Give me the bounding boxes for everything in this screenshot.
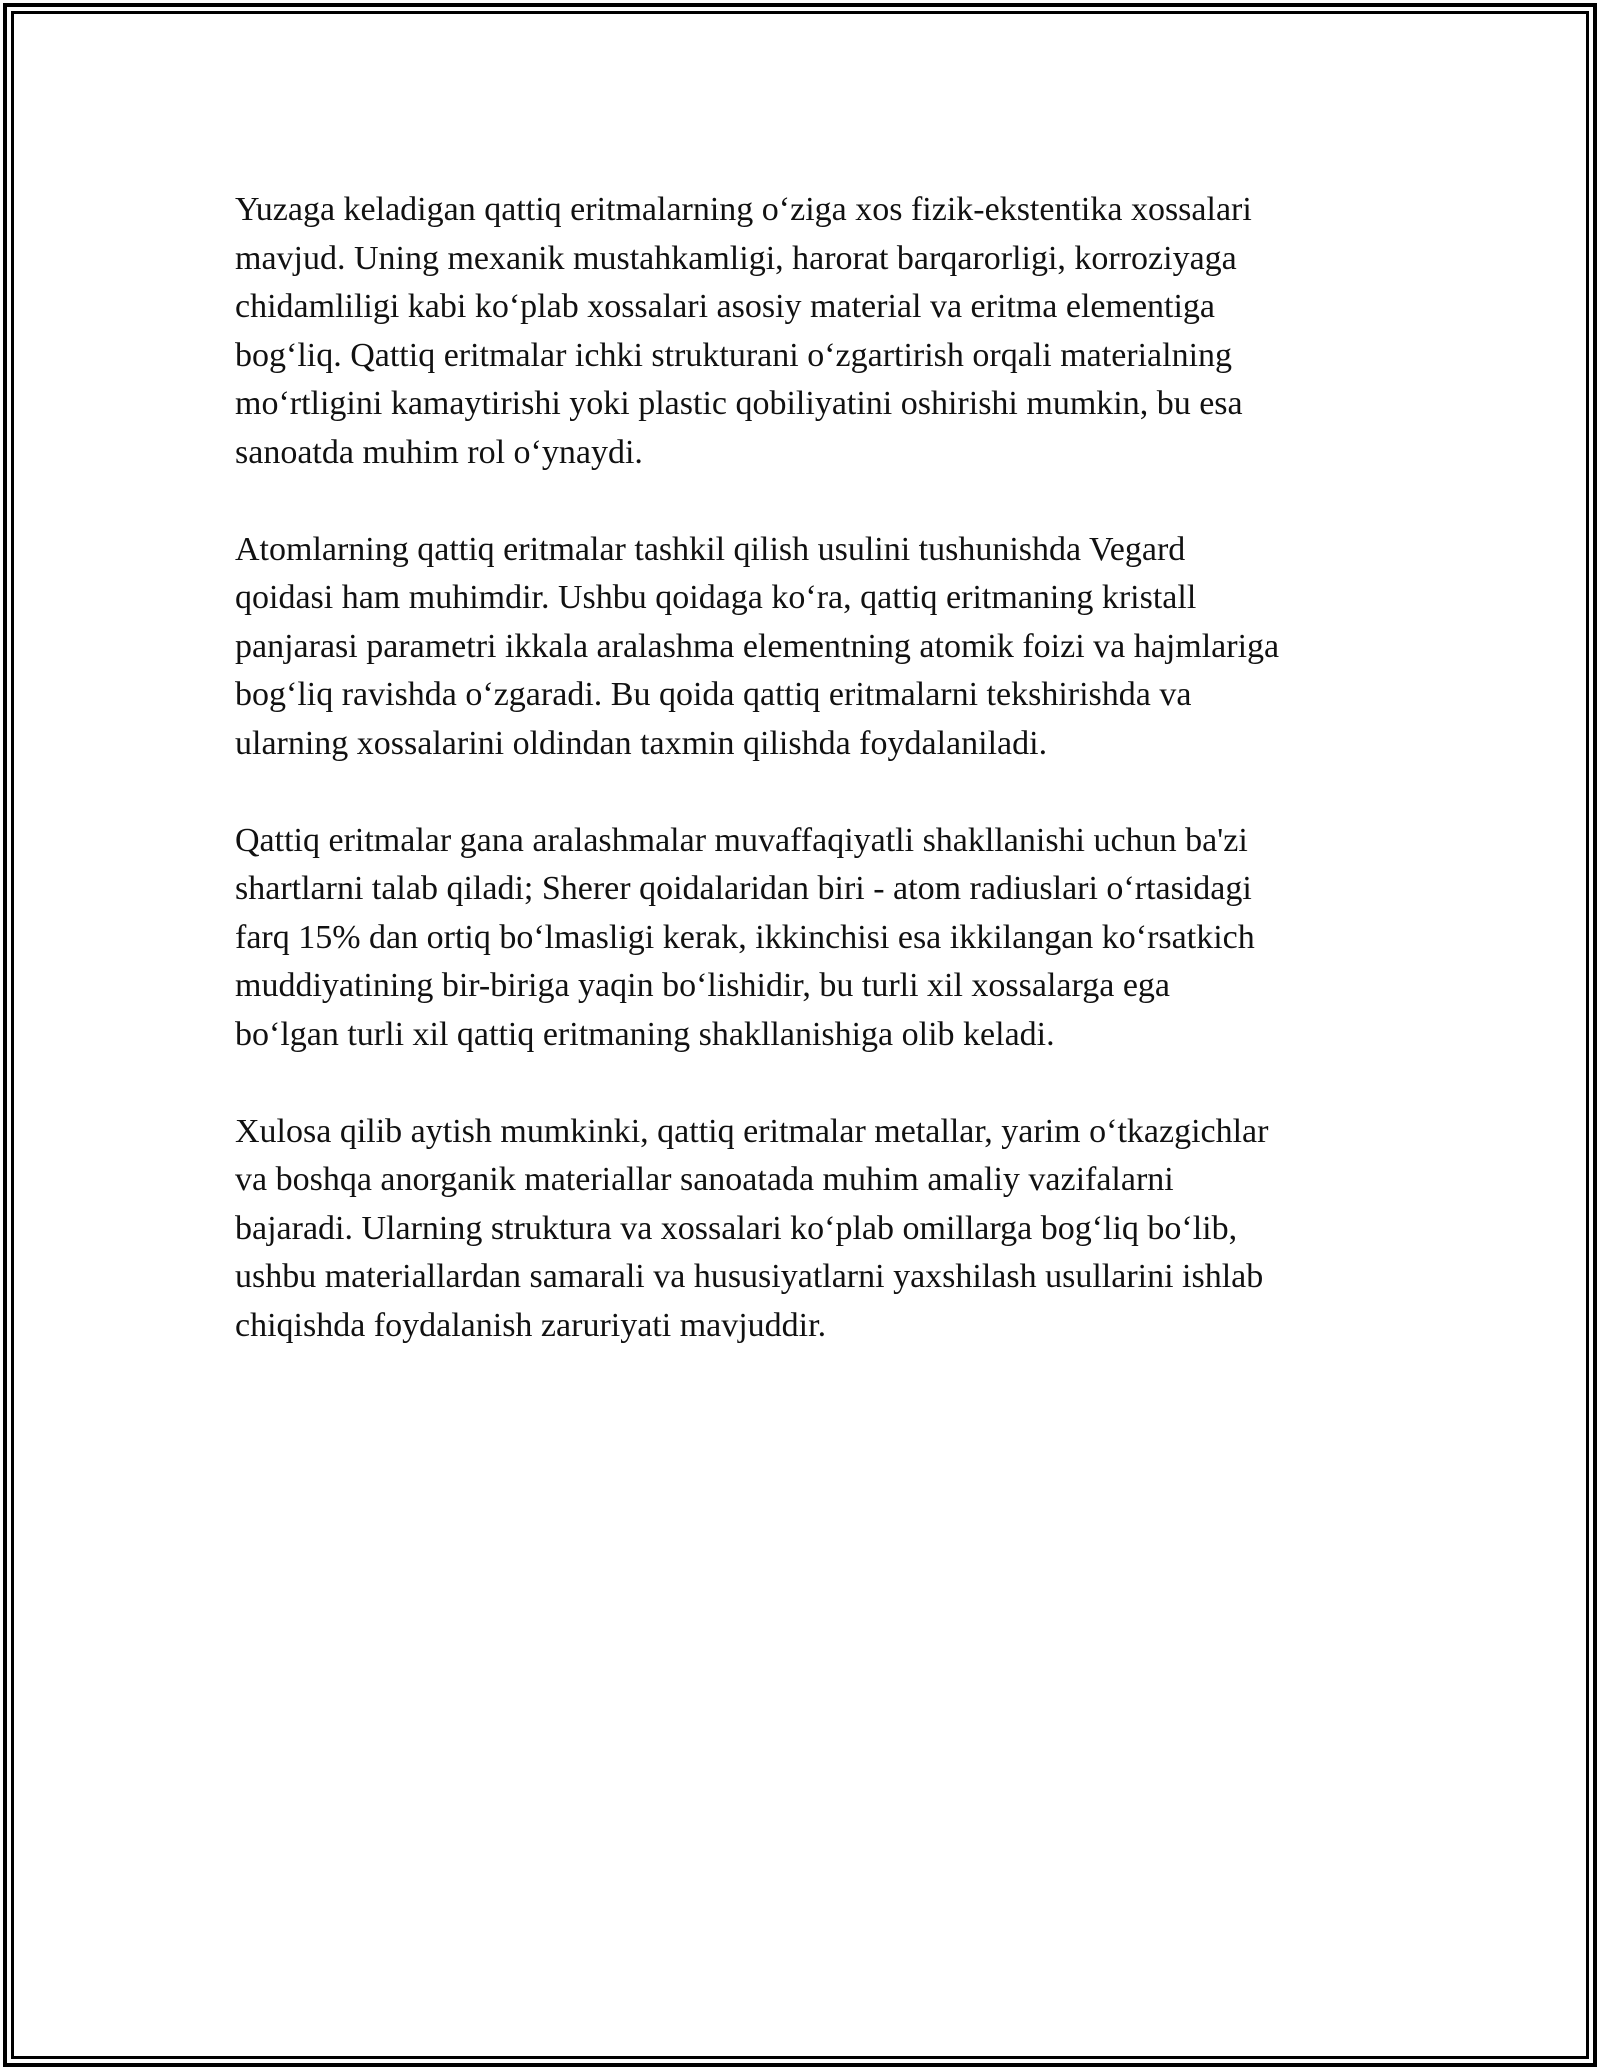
paragraph-2: Atomlarning qattiq eritmalar tashkil qilish usulini tushunishda Vegard qoidasi ham muhimdir. Ushbu qoidaga ko‘ra, qattiq eritmaning kristall panjarasi parametri ikkala aralashma elementning atomik foizi va hajmlariga bog‘liq ravishda o‘zgaradi. Bu qoida qattiq eritmalarni tekshirishda va ularning xossalarini oldindan taxmin qilishda foydalaniladi. bbox=[235, 530, 1280, 762]
document-body bbox=[235, 186, 1370, 1399]
paragraph-3: Qattiq eritmalar gana aralashmalar muvaffaqiyatli shakllanishi uchun ba'zi shartlarni talab qiladi; Sherer qoidalaridan biri - atom radiuslari o‘rtasidagi farq 15% dan ortiq bo‘lmasligi kerak, ikkinchisi esa ikkilangan ko‘rsatkich muddiyatining bir-biriga yaqin bo‘lishidir, bu turli xil xossalarga ega bo‘lgan turli xil qattiq eritmaning shakllanishiga olib keladi. bbox=[235, 821, 1255, 1053]
paragraph-1: Yuzaga keladigan qattiq eritmalarning o‘ziga xos fizik-ekstentika xossalari mavjud. Uning mexanik mustahkamligi, harorat barqarorligi, korroziyaga chidamliligi kabi ko‘plab xossalari asosiy material va eritma elementiga bog‘liq. Qattiq eritmalar ichki strukturani o‘zgartirish orqali materialning mo‘rtligini kamaytirishi yoki plastic qobiliyatini oshirishi mumkin, bu esa sanoatda muhim rol o‘ynaydi. bbox=[235, 191, 1252, 471]
paragraph-4: Xulosa qilib aytish mumkinki, qattiq eritmalar metallar, yarim o‘tkazgichlar va boshqa anorganik materiallar sanoatada muhim amaliy vazifalarni bajaradi. Ularning struktura va xossalari ko‘plab omillarga bog‘liq bo‘lib, ushbu materiallardan samarali va hususiyatlarni yaxshilash usullarini ishlab chiqishda foydalanish zaruriyati mavjuddir. bbox=[235, 1112, 1269, 1344]
